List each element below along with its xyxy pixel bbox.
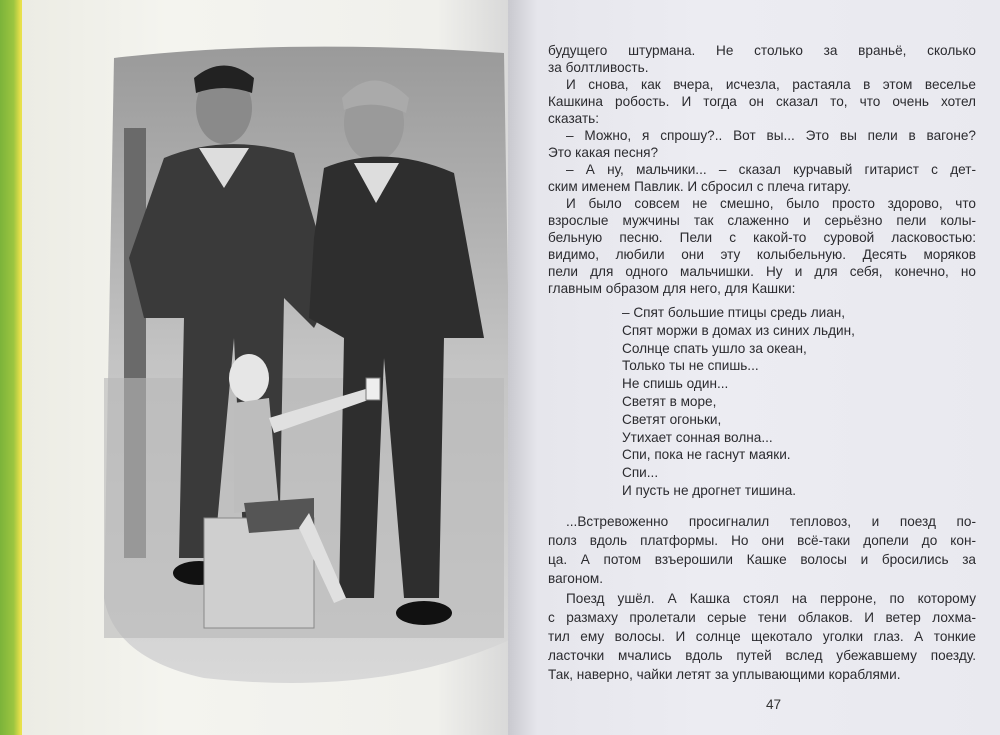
- poem-line: – Спят большие птицы средь лиан,: [622, 305, 846, 320]
- text-line: – А ну, мальчики... – сказал курчавый гитарист с дет-: [566, 162, 976, 177]
- text-line: ласточки мчались вдоль путей вслед убежавшему поезду.: [548, 648, 976, 663]
- text-line: бельную песню. Пели с какой-то суровой ласковостью:: [548, 230, 976, 245]
- text-line: с размаху пролетали серые тени облаков. И ветер лохма-: [548, 610, 976, 625]
- poem-line: Солнце спать ушло за океан,: [622, 340, 807, 356]
- text-line: полз вдоль платформы. Но они всё-таки допели до кон-: [548, 533, 976, 548]
- page-number: 47: [766, 697, 782, 712]
- text-line: Это какая песня?: [548, 145, 659, 160]
- text-line: главным образом для него, для Кашки:: [548, 281, 796, 296]
- text-line: Поезд ушёл. А Кашка стоял на перроне, по которому: [566, 591, 976, 606]
- text-line: за болтливость.: [548, 60, 649, 75]
- poem-line: Утихает сонная волна...: [622, 429, 773, 445]
- poem-block: [622, 304, 855, 500]
- poem-line: Светят в море,: [622, 393, 717, 409]
- poem-line: Не спишь один...: [622, 376, 729, 392]
- poem-line: И пусть не дрогнет тишина.: [622, 482, 797, 498]
- poem-line: Спи...: [622, 465, 659, 481]
- text-line: тил ему волосы. И солнце щекотало уголки глаз. А тонкие: [548, 629, 976, 644]
- left-page: [22, 0, 510, 735]
- text-line: видимо, любили они эту колыбельную. Десять моряков: [548, 247, 976, 262]
- wooden-box: [204, 518, 314, 628]
- text-line: Кашкина робость. И тогда он сказал то, что очень хотел: [548, 94, 976, 109]
- text-line: Так, наверно, чайки летят за уплывающими кораблями.: [548, 667, 901, 682]
- poem-line: Только ты не спишь...: [622, 358, 759, 374]
- text-line: – Можно, я спрошу?.. Вот вы... Это вы пели в вагоне?: [566, 128, 976, 143]
- illustration-sailors-and-boy: [84, 38, 524, 693]
- right-page: [508, 0, 1000, 735]
- text-line: будущего штурмана. Не столько за враньё, сколько: [548, 43, 976, 58]
- text-line: пели для одного мальчишки. Ну и для себя, конечно, но: [548, 264, 976, 279]
- text-line: И снова, как вчера, исчезла, растаяла в этом веселье: [566, 77, 976, 92]
- poem-line: Светят огоньки,: [622, 411, 722, 427]
- text-line: ...Встревоженно просигналил тепловоз, и поезд по-: [566, 514, 976, 529]
- text-line: И было совсем не смешно, было просто здорово, что: [566, 196, 976, 211]
- text-line: взрослые мужчины так слаженно и серьёзно пели колы-: [548, 213, 976, 228]
- text-line: ца. А потом взъерошили Кашке волосы и бросились за: [548, 552, 976, 567]
- text-line: вагоном.: [548, 571, 604, 586]
- text-line: ским именем Павлик. И сбросил с плеча гитару.: [548, 179, 851, 194]
- poem-line: Спи, пока не гаснут маяки.: [622, 447, 791, 463]
- poem-line: Спят моржи в домах из синих льдин,: [622, 322, 855, 338]
- text-line: сказать:: [548, 111, 600, 126]
